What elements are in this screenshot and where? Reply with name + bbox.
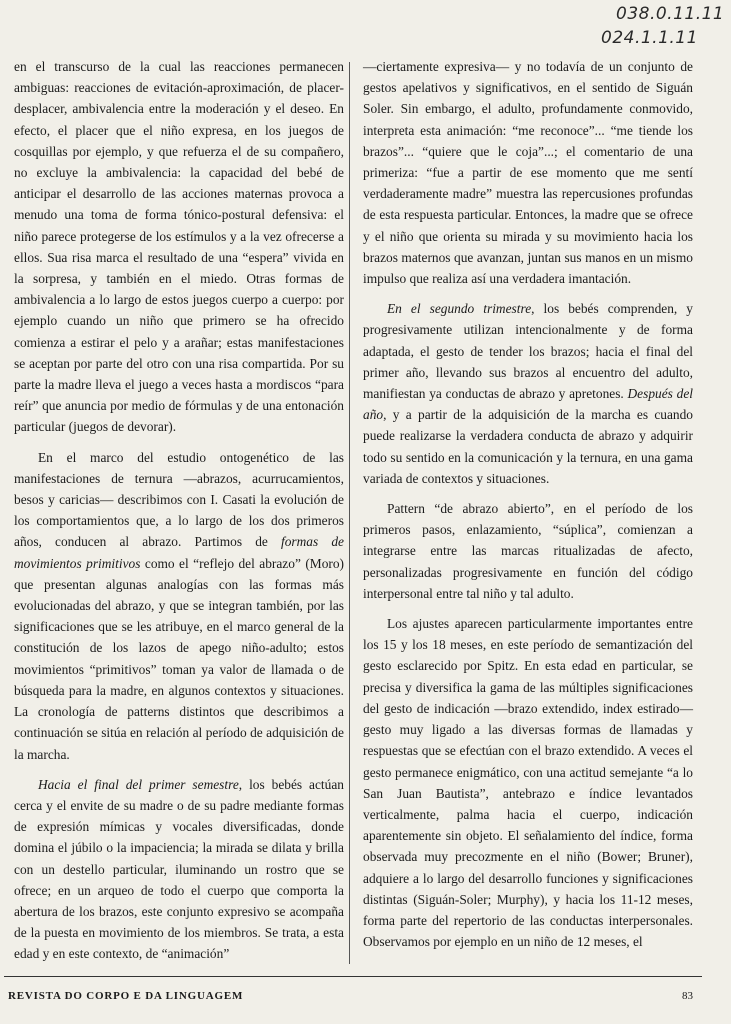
- journal-title: REVISTA DO CORPO E DA LINGUAGEM: [8, 990, 244, 1002]
- text-run: , los bebés comprenden, y progresivamente utilizan intencionalmente y de forma adaptada, el gesto de tender los brazos; hacia el final del primer año, llevando sus brazos al encuentro del adulto, manifiestan ya conductas de abrazo y apretones.: [363, 301, 693, 402]
- text-run: como el “reflejo del abrazo” (Moro) que presentan algunas analogías con las formas más evolucionadas del abrazo, y que se integran también, por las significaciones que se les atribuye, en el marco general de la constitución de los lazos de apego niño-adulto; estos movimientos “primitivos” toman ya valor de llamada o de búsqueda para la madre, en algunos contextos y situaciones. La cronología de patterns distintos que describimos a continuación se sitúa en relación al período de adquisición de la marcha.: [14, 555, 345, 762]
- left-column: [14, 56, 344, 965]
- paragraph: Pattern “de abrazo abierto”, en el período de los primeros pasos, enlazamiento, “súplica”, comienzan a integrarse entre las marcas ritualizadas de afecto, personalizadas progresivamente en función del código interpersonal entre tal niño y tal adulto.: [363, 501, 693, 601]
- text-run: , los bebés actúan cerca y el envite de su madre o de su padre mediante formas de expresión mímicas y vocales diversificadas, donde domina el júbilo o la impaciencia; la mirada se dilata y brilla con un destello particular, iluminando un rostro que se ofrece; en un arqueo de todo el cuerpo que comporta la abertura de los brazos, este conjunto expresivo se acompaña de la puesta en movimiento de los miembros. Se trata, a esta edad y en este contexto, de “animación”: [14, 776, 344, 962]
- paragraph: en el transcurso de la cual las reacciones permanecen ambiguas: reacciones de evitación-aproximación, de placer-desplacer, ambivalencia entre la moderación y el deseo. En efecto, el placer que el niño expresa, en los juegos de cosquillas por ejemplo, y que refuerza el de su compañero, no excluye la ambivalencia: la capacidad del bebé de anticipar el desarrollo de las acciones maternas provoca a menudo una toma de forma tónico-postural defensiva: el niño parece protegerse de los estímulos y a la vez ofrecerse a ellos. Sua risa marca el resultado de una “espera” vivida en la sorpresa, y también en el miedo. Otras formas de ambivalencia a lo largo de estos juegos cuerpo a cuerpo: por ejemplo cuando un niño que primero se ha ofrecido comienza a estirar el pelo y a arañar; estas manifestaciones se aceptan por parte del otro con una risa compartida. Por su parte la madre lleva el juego a veces hasta a mordiscos “para reír” que anuncia por medio de fórmulas y de una entonación particular (juegos de devorar).: [14, 59, 344, 435]
- italic-run: formas de movimientos primitivos: [14, 534, 344, 571]
- italic-run: En el segundo trimestre: [387, 301, 532, 317]
- paragraph: [14, 774, 344, 965]
- paragraph: [363, 298, 693, 489]
- column-divider: [349, 62, 350, 964]
- text-run: , y a partir de la adquisición de la marcha es cuando puede realizarse la verdadera conducta de abrazo y adquirir todo su sentido en la comunicación y la ternura, en una gama variada de contextos y situaciones.: [363, 407, 693, 486]
- footer-rule: [4, 976, 702, 977]
- right-column: [363, 56, 693, 952]
- paragraph: Los ajustes aparecen particularmente importantes entre los 15 y los 18 meses, en este período de semantización del gesto esclarecido por Spitz. En esta edad en particular, se precisa y diversifica la gama de las múltiples significaciones del gesto de indicación —brazo extendido, index estirado— gesto muy ligado a las diversas formas de llamadas y respuestas que se efectúan con el brazo extendido. A veces el gesto permanece enigmático, con una actitud semejante “a lo San Juan Bautista”, antebrazo e índice levantados verticalmente, palma hacia el cuerpo, indicación aparentemente sin objeto. El señalamiento del índice, forma observada muy precozmente en el niño (Bower; Bruner), adquiere a lo largo del desarrollo funciones y significaciones distintas (Siguán-Soler; Murphy), y hacia los 11-12 meses, forma parte del repertorio de las conductas interpersonales. Observamos por ejemplo en un niño de 12 meses, el: [363, 616, 693, 950]
- handwritten-code-1: 038.0.11.11: [616, 4, 725, 24]
- italic-run: Después del año: [363, 386, 693, 423]
- page-number: 83: [682, 990, 693, 1002]
- paragraph: [14, 447, 344, 765]
- text-run: En el marco del estudio ontogenético de las manifestaciones de ternura —abrazos, acurrucamientos, besos y caricias— describimos con I. Casati la evolución de los comportamientos que, a lo largo de los dos primeros años, conducen al abrazo. Partimos de: [14, 449, 344, 550]
- handwritten-code-2: 024.1.1.11: [601, 28, 698, 48]
- italic-run: Hacia el final del primer semestre: [38, 776, 239, 792]
- paragraph: —ciertamente expresiva— y no todavía de un conjunto de gestos apelativos y significativos, en el sentido de Siguán Soler. Sin embargo, el adulto, profundamente conmovido, interpreta esta animación: “me reconoce”... “me tiende los brazos”... “quiere que le coja”...; el comentario de una primeriza: “fue a partir de ese momento que me sentí verdaderamente madre” muestra las repercusiones profundas de esta respuesta particular. Entonces, la madre que se ofrece y el niño que orienta su mirada y su movimiento hacia los brazos maternos que avanzan, juntan sus manos en un mismo impulso que realiza así una verdadera imantación.: [363, 59, 693, 287]
